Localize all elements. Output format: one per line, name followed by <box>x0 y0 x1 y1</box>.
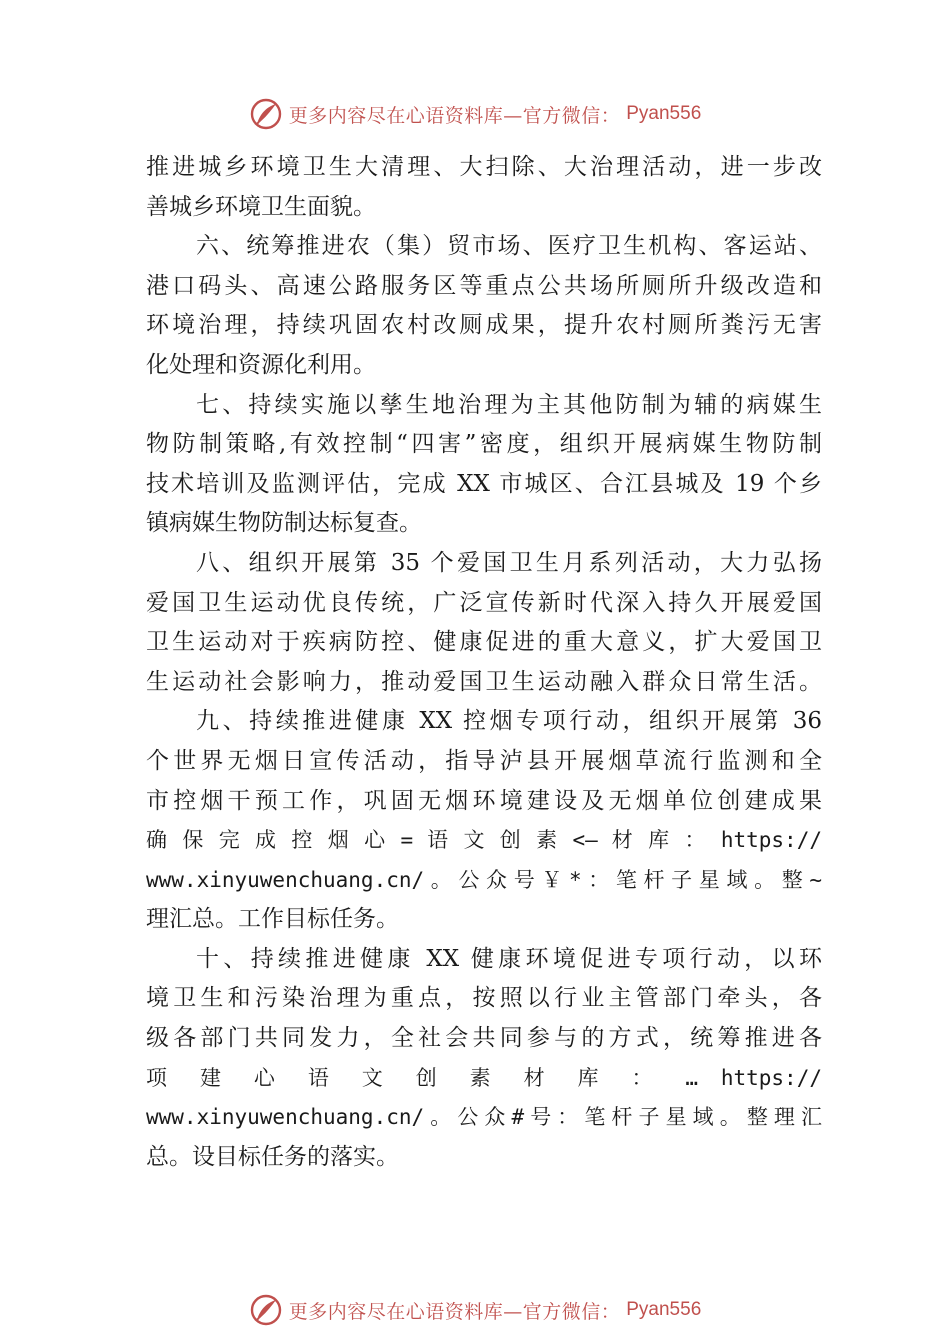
footer-wechat-id: Pyan556 <box>626 1299 702 1320</box>
paragraph-6-start: 六、统筹推进农（集）贸市场、医疗卫生机构、客运站、 <box>196 233 822 260</box>
text-line: 物防制策略,有效控制“四害”密度，组织开展病媒生物防制 <box>146 431 822 458</box>
footer-banner-text: 更多内容尽在心语资料库—官方微信： <box>288 1300 621 1323</box>
header-banner-text: 更多内容尽在心语资料库—官方微信： <box>288 104 621 127</box>
text-line: 化处理和资源化利用。 <box>146 351 376 378</box>
text-line: 级各部门共同发力，全社会共同参与的方式，统筹推进各 <box>146 1025 822 1052</box>
text-line: 卫生运动对于疾病防控、健康促进的重大意义，扩大爱国卫 <box>146 629 822 656</box>
quill-logo-icon <box>249 1293 283 1327</box>
text-line: 生运动社会影响力，推动爱国卫生运动融入群众日常生活。 <box>146 668 822 695</box>
text-line: 项 建 心 语 文 创 素 材 库 ： … https:// <box>146 1065 822 1090</box>
text-line: 爱国卫生运动优良传统，广泛宣传新时代深入持久开展爱国 <box>146 589 822 616</box>
text-line: www.xinyuwenchuang.cn/。公众#号：笔杆子星域。整理汇 <box>146 1105 822 1130</box>
header-banner <box>0 94 950 134</box>
text-line: 个世界无烟日宣传活动，指导泸县开展烟草流行监测和全 <box>146 747 822 774</box>
text-line: 市控烟干预工作，巩固无烟环境建设及无烟单位创建成果 <box>146 787 822 814</box>
text-line: 推进城乡环境卫生大清理、大扫除、大治理活动，进一步改 <box>146 154 822 180</box>
text-line: 确 保 完 成 控 烟 心 = 语 文 创 素 <— 材 库 ： https:// <box>146 828 822 853</box>
paragraph-8-start: 八、组织开展第 35 个爱国卫生月系列活动，大力弘扬 <box>196 549 822 576</box>
footer-banner <box>0 1290 950 1330</box>
paragraph-10-start: 十、持续推进健康 XX 健康环境促进专项行动，以环 <box>196 945 822 972</box>
text-line: 总。设目标任务的落实。 <box>146 1143 399 1170</box>
text-line: 境卫生和污染治理为重点，按照以行业主管部门牵头，各 <box>146 985 822 1012</box>
text-line: 镇病媒生物防制达标复查。 <box>146 510 422 537</box>
text-line: 理汇总。工作目标任务。 <box>146 906 399 933</box>
text-line: 港口码头、高速公路服务区等重点公共场所厕所升级改造和 <box>146 272 822 299</box>
text-line: 善城乡环境卫生面貌。 <box>146 193 376 220</box>
paragraph-9-start: 九、持续推进健康 XX 控烟专项行动，组织开展第 36 <box>196 708 822 735</box>
quill-logo-icon <box>249 97 283 131</box>
text-line: www.xinyuwenchuang.cn/。公众号￥*：笔杆子星域。整~ <box>146 867 822 892</box>
document-body <box>146 148 822 1177</box>
paragraph-7-start: 七、持续实施以孳生地治理为主其他防制为辅的病媒生 <box>196 391 822 418</box>
header-wechat-id: Pyan556 <box>626 103 702 124</box>
text-line: 环境治理，持续巩固农村改厕成果，提升农村厕所粪污无害 <box>146 312 822 339</box>
text-line: 技术培训及监测评估，完成 XX 市城区、合江县城及 19 个乡 <box>146 470 822 497</box>
